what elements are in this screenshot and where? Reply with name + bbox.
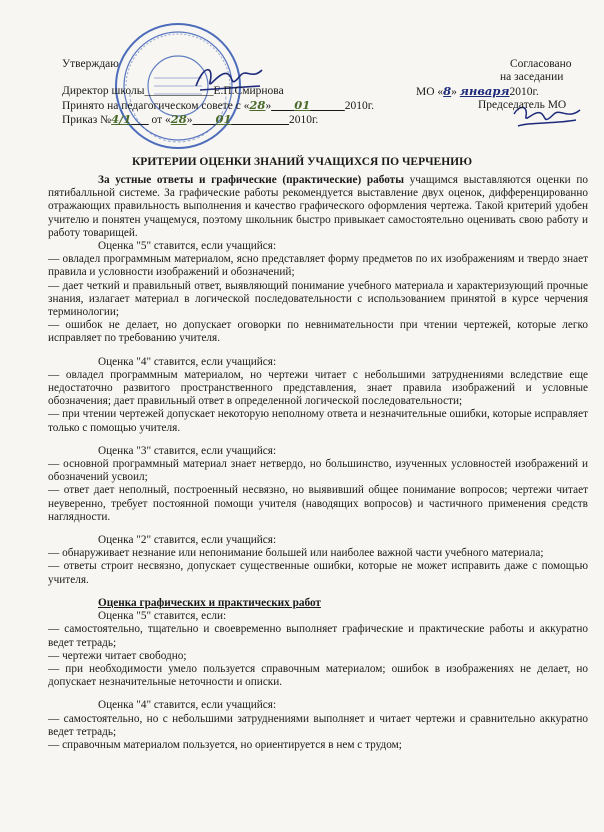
graphic-grade-4-heading: Оценка "4" ставится, если учащийся:: [98, 699, 277, 712]
intro-paragraph: [48, 174, 588, 240]
oral-grade-4-heading: Оценка "4" ставится, если учащийся:: [98, 355, 277, 368]
director-prefix: Директор школы: [62, 85, 145, 97]
document-body: [48, 174, 588, 752]
mo-line: [416, 84, 539, 99]
adopted-day: 28: [249, 98, 266, 112]
mo-year: 2010г.: [509, 86, 539, 98]
graphic-grade-5-item: ― самостоятельно, тщательно и своевременно выполняет графические и практические работы и аккуратно ведет тетрадь;: [48, 623, 588, 649]
mo-month: января: [459, 84, 510, 98]
mo-prefix: МО «: [416, 86, 444, 98]
oral-grade-3-item: ― ответ дает неполный, построенный несвязно, но выявивший общее понимание вопросов; чертежи читает неуверенно, требует постоянной помощи учителя (наводящих вопросов) и частичного применения средств наглядности.: [48, 484, 588, 523]
oral-grade-4-item: ― при чтении чертежей допускает некоторую неполному ответа и незначительные ошибки, которые исправляет только с помощью учителя.: [48, 408, 588, 434]
adopted-line: Принято на педагогическом совете с «28»____01______2010г.: [62, 98, 374, 112]
oral-grade-4-item: ― овладел программным материалом, но чертежи читает с небольшими затруднениями вследствие еще недостаточно развитого пространственного представления, знает правила изображений и условные обозначения; дает правильный ответ в определенной логической последовательности;: [48, 368, 588, 408]
graphic-grade-4-item: ― самостоятельно, но с небольшими затруднениями выполняет и читает чертежи и сравнительно аккуратно ведет тетрадь;: [48, 712, 588, 738]
order-year: 2010г.: [289, 114, 319, 126]
order-day: 28: [170, 112, 187, 126]
order-number: 4/1: [111, 112, 132, 126]
graphic-section-title: Оценка графических и практических работ: [98, 596, 321, 609]
oral-grade-2-item: ― ответы строит несвязно, допускает существенные ошибки, которые не может исправить даже с помощью учителя.: [48, 560, 588, 586]
order-month: 01: [215, 112, 232, 126]
oral-grade-5-item: ― ошибок не делает, но допускает оговорки по невнимательности при чтении чертежей, которые легко исправляет по требованию учителя.: [48, 319, 588, 345]
graphic-grade-5-item: ― чертежи читает свободно;: [48, 649, 187, 662]
oral-grade-2-item: ― обнаруживает незнание или непонимание большей или наиболее важной части учебного материала;: [48, 547, 544, 560]
agreed-label: Согласовано: [510, 58, 572, 70]
adopted-month: 01: [294, 98, 311, 112]
graphic-grade-4-item: ― справочным материалом пользуется, но ориентируется в нем с трудом;: [48, 738, 402, 751]
oral-grade-5-heading: Оценка "5" ставится, если учащийся:: [98, 240, 277, 253]
mo-mid: »: [451, 86, 457, 98]
order-line: Приказ №4/1___ от «28»____01__________2010г.: [62, 112, 319, 126]
intro-text: учащимся выставляются оценки по пятибалльной системе. За графические работы рекомендуется выставление двух оценок, дифференцированно отражающих правильность выполнения и качество графического оформления чертежа. Такой критерий удобен учителю и понятен учащемуся, поэтому школьник быстро привыкает самостоятельно оценивать свою работу и работу товарищей.: [48, 174, 588, 239]
graphic-grade-5-heading: Оценка "5" ставится, если:: [98, 610, 227, 623]
director-name: Е.П.Смирнова: [213, 85, 284, 97]
oral-grade-3-item: ― основной программный материал знает нетвердо, но большинство, изученных условностей изображений и обозначений усвоил;: [48, 458, 588, 484]
order-from: от «: [151, 114, 171, 126]
oral-grade-5-item: ― овладел программным материалом, ясно представляет форму предметов по их изображениям и твердо знает правила и условности изображений и обозначений;: [48, 253, 588, 279]
meeting-label: на заседании: [500, 71, 564, 83]
graphic-grade-5-item: ― при необходимости умело пользуется справочным материалом; ошибок в изображениях не делает, но допускает незначительные неточности и описки.: [48, 662, 588, 689]
intro-bold: За устные ответы и графические (практические) работы: [98, 174, 404, 186]
document-title: КРИТЕРИИ ОЦЕНКИ ЗНАНИЙ УЧАЩИХСЯ ПО ЧЕРЧЕНИЮ: [131, 156, 473, 168]
adopted-mid: »: [265, 100, 272, 112]
mo-day: 8: [443, 84, 452, 98]
oral-grade-3-heading: Оценка "3" ставится, если учащийся:: [98, 444, 277, 457]
order-mid: »: [186, 114, 193, 126]
adopted-year: 2010г.: [344, 100, 374, 112]
order-prefix: Приказ №: [62, 114, 112, 126]
chair-label: Председатель МО: [478, 99, 567, 111]
oral-grade-2-heading: Оценка "2" ставится, если учащийся:: [98, 534, 277, 547]
director-line: Директор школы____________Е.П.Смирнова: [62, 85, 284, 97]
adopted-prefix: Принято на педагогическом совете с «: [62, 100, 250, 112]
oral-grade-5-item: ― дает четкий и правильный ответ, выявляющий понимание учебного материала и характеризующий прочные знания, излагает материал в логической последовательности с использованием принятой в курсе черчения терминологии;: [48, 279, 588, 319]
approve-label: Утверждаю: [62, 58, 119, 70]
